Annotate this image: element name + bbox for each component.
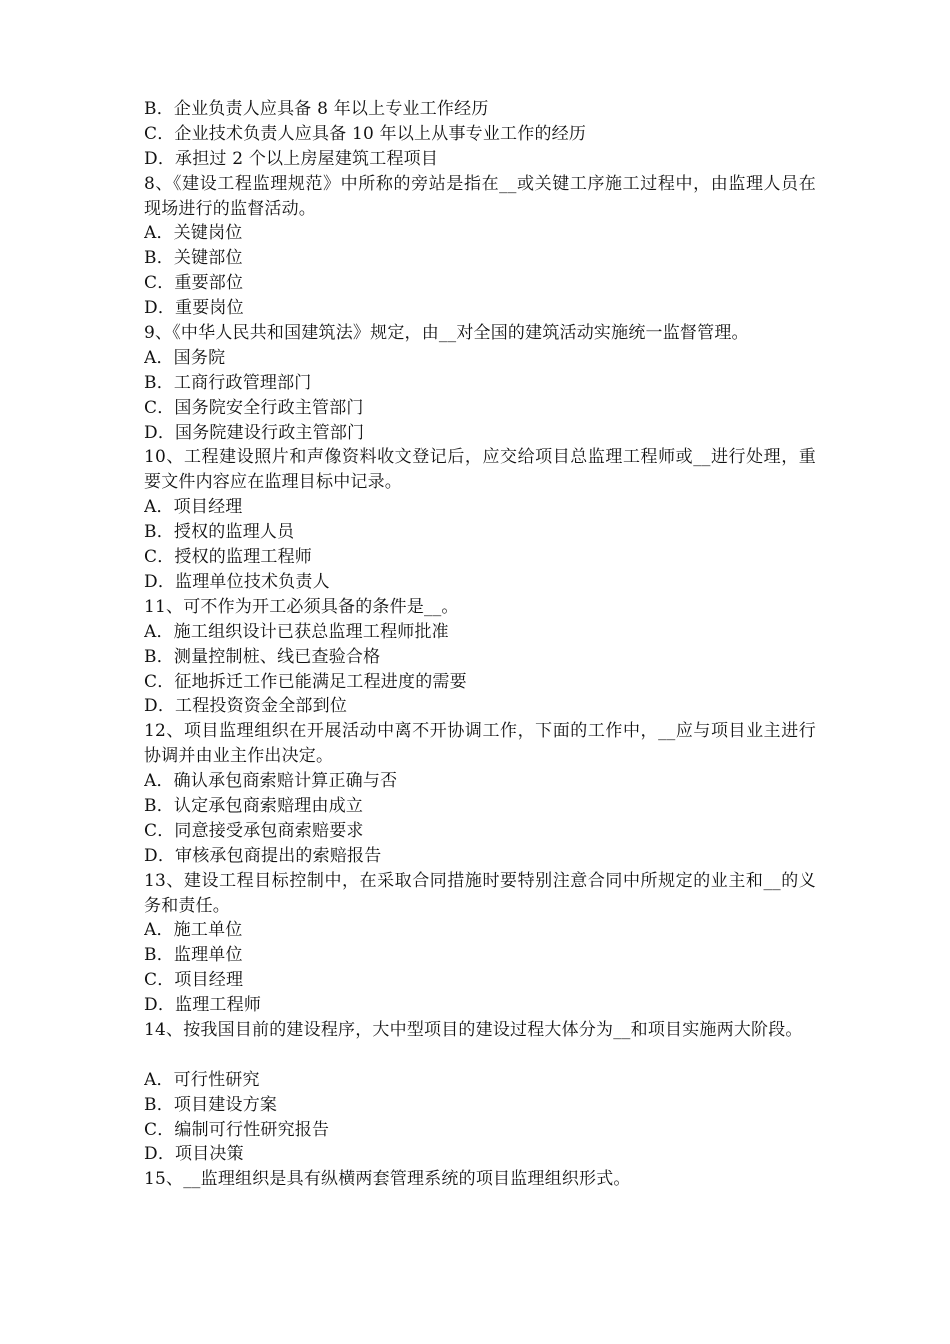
option-line: A．项目经理: [144, 497, 243, 518]
option-line: C．国务院安全行政主管部门: [144, 397, 364, 418]
option-line: A．施工组织设计已获总监理工程师批准: [144, 621, 449, 642]
option-line: C．征地拆迁工作已能满足工程进度的需要: [144, 671, 467, 692]
option-line: A．确认承包商索赔计算正确与否: [144, 771, 398, 792]
option-line: B．监理单位: [144, 945, 243, 966]
question-stem: 12、项目监理组织在开展活动中离不开协调工作，下面的工作中，__应与项目业主进行协调并由业主作出决定。: [144, 721, 816, 767]
option-line: B．企业负责人应具备 8 年以上专业工作经历: [144, 99, 489, 119]
question-stem: 10、工程建设照片和声像资料收文登记后，应交给项目总监理工程师或__进行处理，重要文件内容应在监理目标中记录。: [144, 447, 816, 493]
option-line: D．监理工程师: [144, 995, 262, 1016]
option-line: D．工程投资资金全部到位: [144, 696, 348, 717]
option-line: D．国务院建设行政主管部门: [144, 422, 365, 443]
option-line: B．工商行政管理部门: [144, 372, 312, 393]
question-stem: 13、建设工程目标控制中，在采取合同措施时要特别注意合同中所规定的业主和__的义务和责任。: [144, 870, 816, 916]
option-line: A．可行性研究: [144, 1069, 260, 1090]
option-line: D．监理单位技术负责人: [144, 571, 330, 592]
option-line: C．编制可行性研究报告: [144, 1119, 330, 1140]
question-stem: 15、__监理组织是具有纵横两套管理系统的项目监理组织形式。: [144, 1169, 631, 1190]
option-line: B．项目建设方案: [144, 1094, 278, 1115]
option-line: B．认定承包商索赔理由成立: [144, 795, 364, 816]
option-line: B．关键部位: [144, 248, 243, 269]
option-line: C．授权的监理工程师: [144, 547, 313, 568]
option-line: B．授权的监理人员: [144, 522, 295, 543]
option-line: D．审核承包商提出的索赔报告: [144, 845, 382, 866]
option-line: D．重要岗位: [144, 298, 244, 319]
option-line: C．项目经理: [144, 970, 244, 991]
document-page: [144, 97, 816, 1192]
question-stem: 14、按我国目前的建设程序，大中型项目的建设过程大体分为__和项目实施两大阶段。: [144, 1020, 803, 1041]
option-line: C．企业技术负责人应具备 10 年以上从事专业工作的经历: [144, 123, 587, 144]
option-line: A．国务院: [144, 347, 226, 368]
question-stem: 9、《中华人民共和国建筑法》规定，由__对全国的建筑活动实施统一监督管理。: [144, 323, 749, 344]
option-line: C．同意接受承包商索赔要求: [144, 820, 364, 841]
option-line: A．施工单位: [144, 920, 243, 941]
question-stem: 8、《建设工程监理规范》中所称的旁站是指在__或关键工序施工过程中，由监理人员在现场进行的监督活动。: [144, 173, 816, 219]
option-line: D．承担过 2 个以上房屋建筑工程项目: [144, 148, 439, 169]
option-line: B．测量控制桩、线已查验合格: [144, 646, 381, 667]
option-line: C．重要部位: [144, 273, 244, 294]
option-line: D．项目决策: [144, 1144, 244, 1165]
option-line: A．关键岗位: [144, 223, 243, 244]
question-stem: 11、可不作为开工必须具备的条件是__。: [144, 596, 459, 617]
